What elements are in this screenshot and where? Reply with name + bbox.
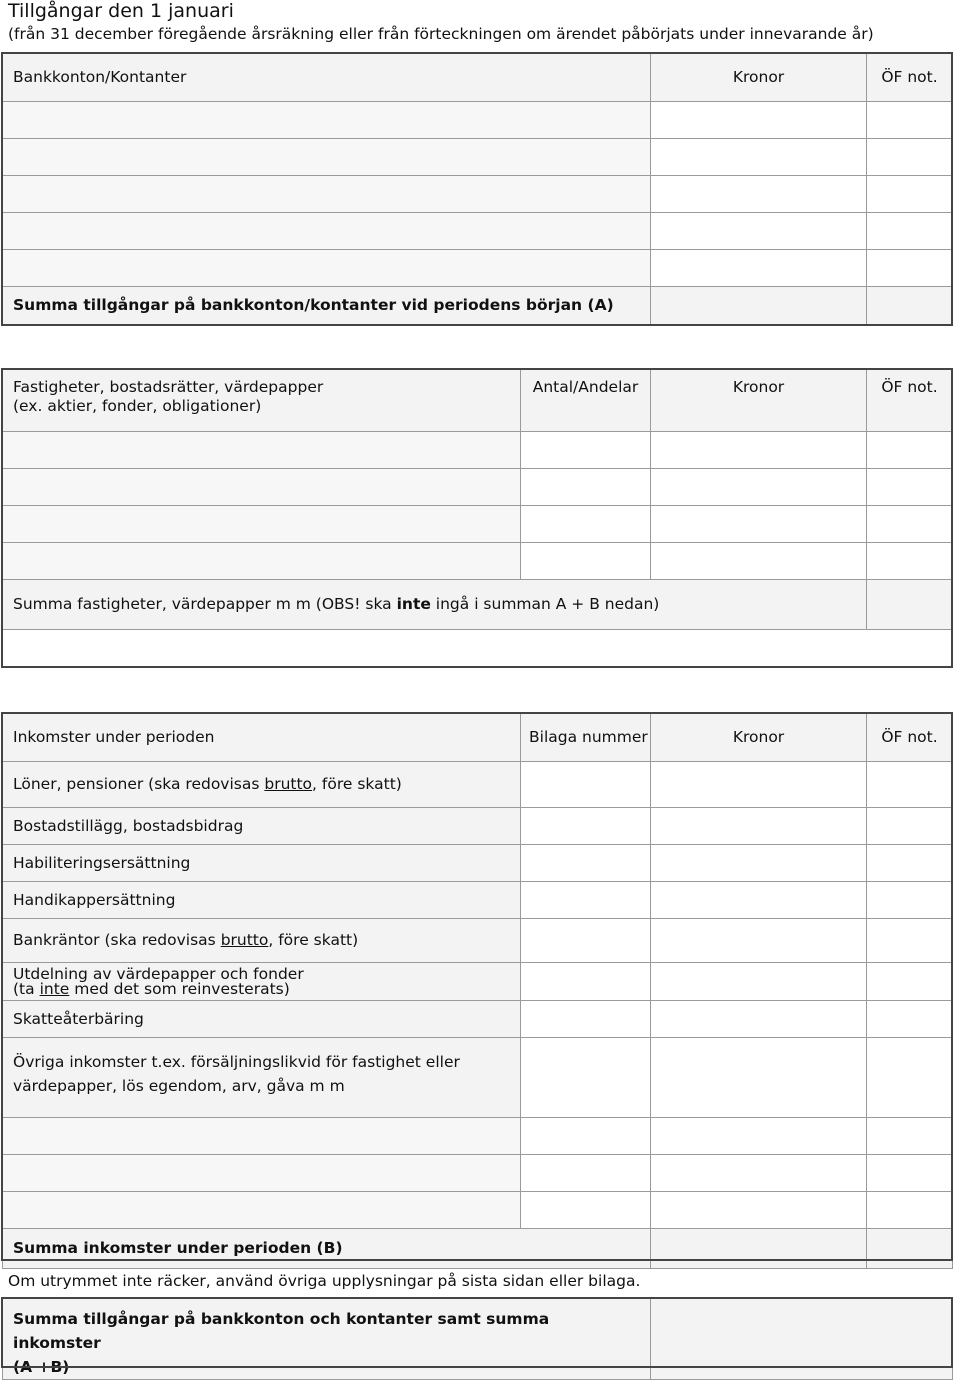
income-interest-bilaga-input[interactable] [521,919,651,963]
income-extra-bilaga-input[interactable] [521,1155,651,1192]
income-row-extra [3,1155,953,1192]
income-row-interest [3,919,953,963]
income-col-kronor: Kronor [651,714,867,762]
income-dividend-post: med det som reinvesterats) [69,979,290,998]
bank-ofnot-input[interactable] [867,213,953,250]
property-antal-input[interactable] [521,432,651,469]
bank-account-input[interactable] [3,213,651,250]
income-table [2,713,953,1269]
bank-ofnot-input[interactable] [867,139,953,176]
bank-row [3,213,953,250]
income-extra-kronor-input[interactable] [651,1155,867,1192]
income-row-extra [3,1118,953,1155]
bank-row [3,139,953,176]
bank-account-input[interactable] [3,139,651,176]
bank-ofnot-input[interactable] [867,176,953,213]
property-row [3,469,953,506]
bank-ofnot-input[interactable] [867,250,953,287]
income-interest-label [3,919,521,963]
income-tax-refund-ofnot-input[interactable] [867,1001,953,1038]
income-dividend-line2 [13,979,510,998]
income-tax-refund-label: Skatteåterbäring [3,1001,521,1038]
property-kronor-input[interactable] [651,506,867,543]
income-col-label: Inkomster under perioden [3,714,521,762]
income-extra-kronor-input[interactable] [651,1118,867,1155]
income-extra-bilaga-input[interactable] [521,1192,651,1229]
income-interest-post: , före skatt) [268,931,359,949]
income-housing-label: Bostadstillägg, bostadsbidrag [3,808,521,845]
income-row-tax-refund [3,1001,953,1038]
income-sum-ofnot-input[interactable] [867,1229,953,1269]
total-input[interactable] [651,1299,953,1380]
property-kronor-input[interactable] [651,432,867,469]
income-col-bilaga: Bilaga nummer [521,714,651,762]
income-dividend-bilaga-input[interactable] [521,963,651,1001]
property-row [3,543,953,580]
footer-note: Om utrymmet inte räcker, använd övriga upplysningar på sista sidan eller bilaga. [8,1272,641,1290]
income-other-ofnot-input[interactable] [867,1038,953,1118]
income-dividend-ofnot-input[interactable] [867,963,953,1001]
income-sum-row [3,1229,953,1269]
bank-header-row [3,54,953,102]
property-antal-input[interactable] [521,506,651,543]
income-other-line2: värdepapper, lös egendom, arv, gåva m m [13,1077,345,1095]
property-antal-input[interactable] [521,469,651,506]
property-header-row [3,370,953,432]
bank-row [3,102,953,139]
property-col-label-line2: (ex. aktier, fonder, obligationer) [13,397,262,415]
bank-col-label: Bankkonton/Kontanter [3,54,651,102]
property-table [2,369,953,630]
income-sum-label: Summa inkomster under perioden (B) [3,1229,651,1269]
income-salary-label [3,762,521,808]
income-interest-kronor-input[interactable] [651,919,867,963]
property-ofnot-input[interactable] [867,469,953,506]
bank-table [2,53,953,325]
income-row-other [3,1038,953,1118]
income-col-ofnot: ÖF not. [867,714,953,762]
property-row [3,506,953,543]
property-col-kronor: Kronor [651,370,867,432]
total-label-line2: (A +B) [13,1358,70,1376]
total-table [2,1298,953,1380]
income-other-bilaga-input[interactable] [521,1038,651,1118]
income-dividend-kronor-input[interactable] [651,963,867,1001]
income-interest-ofnot-input[interactable] [867,919,953,963]
income-disability-kronor-input[interactable] [651,882,867,919]
income-dividend-label [3,963,521,1001]
income-dividend-line1: Utdelning av värdepapper och fonder [13,964,304,983]
income-interest-pre: Bankräntor (ska redovisas [13,931,221,949]
income-row-salary [3,762,953,808]
bank-col-ofnot: ÖF not. [867,54,953,102]
income-row-extra [3,1192,953,1229]
bank-col-kronor: Kronor [651,54,867,102]
income-salary-pre: Löner, pensioner (ska redovisas [13,775,265,793]
property-col-label [3,370,521,432]
income-other-kronor-input[interactable] [651,1038,867,1118]
income-disability-label: Handikappersättning [3,882,521,919]
bank-row [3,250,953,287]
property-kronor-input[interactable] [651,469,867,506]
income-disability-bilaga-input[interactable] [521,882,651,919]
income-tax-refund-bilaga-input[interactable] [521,1001,651,1038]
property-ofnot-input[interactable] [867,543,953,580]
income-row-habilitation [3,845,953,882]
income-interest-underline: brutto [220,931,269,949]
income-other-line1: Övriga inkomster t.ex. försäljningslikvid för fastighet eller [13,1053,460,1071]
bank-sum-input[interactable] [651,287,867,325]
income-row-housing [3,808,953,845]
income-habilitation-kronor-input[interactable] [651,845,867,882]
income-extra-desc-input[interactable] [3,1192,521,1229]
income-salary-bilaga-input[interactable] [521,762,651,808]
income-extra-ofnot-input[interactable] [867,1192,953,1229]
income-dividend-pre: (ta [13,979,40,998]
bank-kronor-input[interactable] [651,213,867,250]
property-desc-input[interactable] [3,469,521,506]
bank-account-input[interactable] [3,102,651,139]
property-sum-row [3,580,953,630]
bank-ofnot-input[interactable] [867,102,953,139]
income-sum-input[interactable] [651,1229,867,1269]
income-row-disability [3,882,953,919]
property-desc-input[interactable] [3,543,521,580]
property-sum-emphasis: inte [396,595,431,613]
bank-sum-ofnot-input[interactable] [867,287,953,325]
property-desc-input[interactable] [3,432,521,469]
property-row [3,432,953,469]
property-sum-label [3,580,867,630]
total-row [3,1299,953,1380]
income-salary-underline: brutto [264,775,313,793]
income-habilitation-ofnot-input[interactable] [867,845,953,882]
bank-account-input[interactable] [3,250,651,287]
income-row-dividend [3,963,953,1001]
income-header-row [3,714,953,762]
income-other-label [3,1038,521,1118]
page-title: Tillgångar den 1 januari [8,0,234,22]
property-col-ofnot: ÖF not. [867,370,953,432]
income-disability-ofnot-input[interactable] [867,882,953,919]
bank-sum-label: Summa tillgångar på bankkonton/kontanter vid periodens början (A) [3,287,651,325]
income-extra-kronor-input[interactable] [651,1192,867,1229]
income-salary-kronor-input[interactable] [651,762,867,808]
income-habilitation-bilaga-input[interactable] [521,845,651,882]
bank-sum-row [3,287,953,325]
income-housing-ofnot-input[interactable] [867,808,953,845]
property-antal-input[interactable] [521,543,651,580]
bank-kronor-input[interactable] [651,176,867,213]
property-sum-ofnot-input[interactable] [867,580,953,630]
income-housing-bilaga-input[interactable] [521,808,651,845]
income-salary-ofnot-input[interactable] [867,762,953,808]
property-kronor-input[interactable] [651,543,867,580]
property-col-antal: Antal/Andelar [521,370,651,432]
total-label [3,1299,651,1380]
income-dividend-underline: inte [39,979,70,998]
income-habilitation-label: Habiliteringsersättning [3,845,521,882]
property-sum-post: ingå i summan A + B nedan) [430,595,660,613]
property-ofnot-input[interactable] [867,506,953,543]
total-label-line1: Summa tillgångar på bankkonton och kontanter samt summa inkomster [13,1310,550,1352]
income-housing-kronor-input[interactable] [651,808,867,845]
page-subtitle: (från 31 december föregående årsräkning eller från förteckningen om ärendet påbörjats under innevarande år) [8,25,874,43]
income-extra-desc-input[interactable] [3,1118,521,1155]
property-col-label-line1: Fastigheter, bostadsrätter, värdepapper [13,378,324,396]
income-extra-ofnot-input[interactable] [867,1118,953,1155]
bank-row [3,176,953,213]
bank-kronor-input[interactable] [651,250,867,287]
bank-account-input[interactable] [3,176,651,213]
income-salary-post: , före skatt) [312,775,402,793]
income-extra-desc-input[interactable] [3,1155,521,1192]
bank-kronor-input[interactable] [651,139,867,176]
property-ofnot-input[interactable] [867,432,953,469]
bank-kronor-input[interactable] [651,102,867,139]
income-tax-refund-kronor-input[interactable] [651,1001,867,1038]
income-extra-ofnot-input[interactable] [867,1155,953,1192]
property-sum-pre: Summa fastigheter, värdepapper m m (OBS! ska [13,595,397,613]
property-desc-input[interactable] [3,506,521,543]
income-extra-bilaga-input[interactable] [521,1118,651,1155]
